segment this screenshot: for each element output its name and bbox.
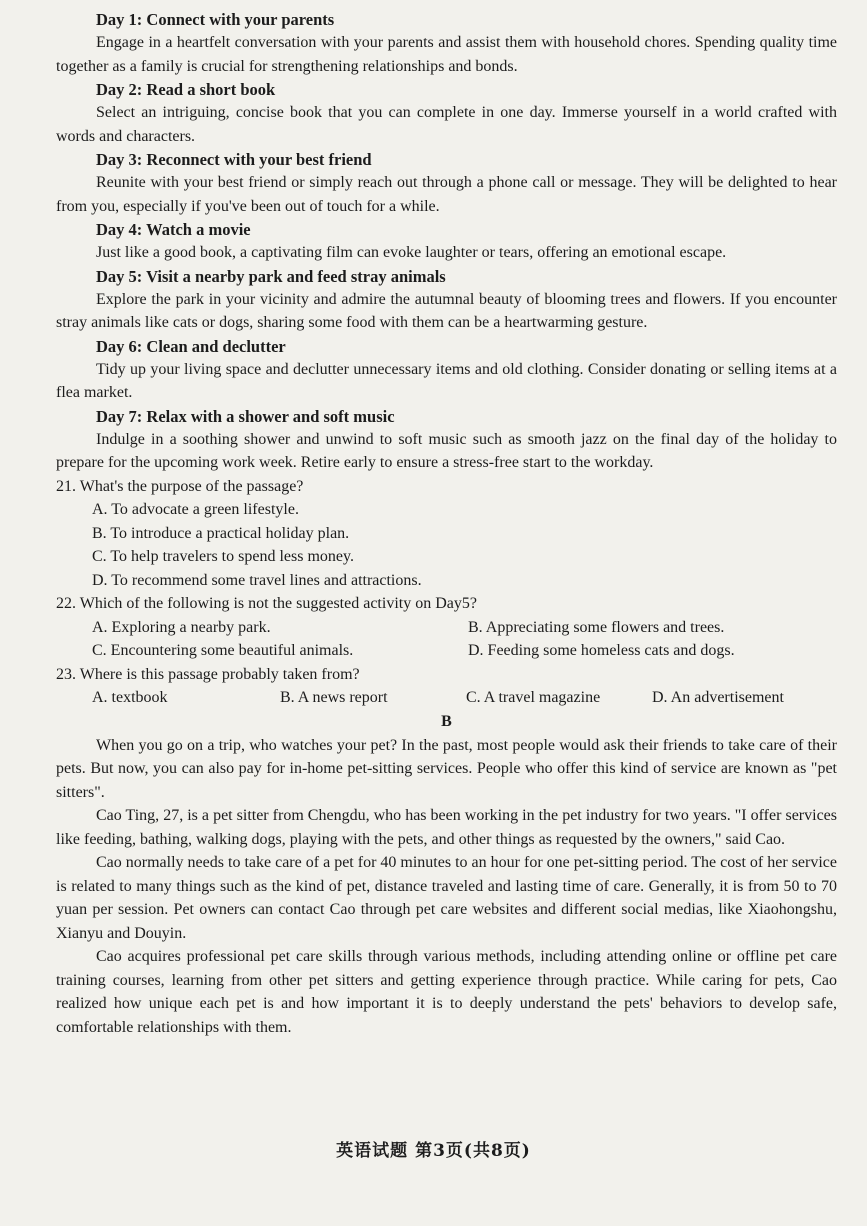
day-4-title: Day 4: Watch a movie — [96, 220, 251, 239]
question-22-option-d[interactable]: D. Feeding some homeless cats and dogs. — [468, 642, 735, 659]
question-22-option-b[interactable]: B. Appreciating some flowers and trees. — [468, 618, 725, 636]
day-3-text: Reunite with your best friend or simply reach out through a phone call or message. They will be delighted to hear from you, especially if you've been out of touch for a while. — [56, 174, 837, 215]
day-7-block — [56, 405, 837, 475]
day-1-block — [56, 8, 837, 78]
section-b-paragraph-2: Cao Ting, 27, is a pet sitter from Chengdu, who has been working in the pet industry for two years. "I offer services like feeding, bathing, walking dogs, playing with the pets, and other things as requested by the owners," said Cao. — [56, 807, 837, 848]
question-21-option-d[interactable]: D. To recommend some travel lines and attractions. — [92, 571, 422, 589]
question-21-stem: 21. What's the purpose of the passage? — [56, 477, 304, 495]
day-3-title: Day 3: Reconnect with your best friend — [96, 150, 372, 169]
question-22-stem: 22. Which of the following is not the suggested activity on Day5? — [56, 595, 477, 612]
day-6-block — [56, 335, 837, 405]
day-7-title: Day 7: Relax with a shower and soft music — [96, 406, 395, 426]
day-2-block — [56, 78, 837, 148]
day-6-title: Day 6: Clean and declutter — [96, 336, 286, 356]
question-21-option-c[interactable]: C. To help travelers to spend less money. — [92, 548, 354, 565]
question-23-option-a[interactable]: A. textbook — [92, 689, 168, 706]
day-5-title: Day 5: Visit a nearby park and feed stray animals — [96, 266, 446, 286]
section-b-paragraph-4: Cao acquires professional pet care skills through various methods, including attending online or offline pet care training courses, learning from other pet sitters and getting experience through practice. While caring for pets, Cao realized how unique each pet is and how important it is to deeply understand the pets' behaviors to develop safe, comfortable relationships with them. — [56, 948, 837, 1036]
question-21-option-b[interactable]: B. To introduce a practical holiday plan. — [92, 524, 350, 542]
question-23-option-b[interactable]: B. A news report — [280, 689, 388, 706]
day-3-block — [56, 148, 837, 218]
day-5-text: Explore the park in your vicinity and admire the autumnal beauty of blooming trees and flowers. If you encounter stray animals like cats or dogs, sharing some food with them can be a heartwarming gesture. — [56, 290, 837, 331]
section-b-passage — [56, 734, 837, 1040]
question-23-option-c[interactable]: C. A travel magazine — [466, 689, 601, 706]
question-21-option-a[interactable]: A. To advocate a green lifestyle. — [92, 501, 299, 518]
section-b-heading: B — [441, 712, 452, 730]
question-23-option-d[interactable]: D. An advertisement — [652, 689, 784, 706]
question-22-option-c[interactable]: C. Encountering some beautiful animals. — [92, 642, 354, 659]
day-4-text: Just like a good book, a captivating film can evoke laughter or tears, offering an emotional escape. — [96, 244, 727, 261]
question-22 — [56, 592, 837, 663]
day-2-text: Select an intriguing, concise book that you can complete in one day. Immerse yourself in a world crafted with words and characters. — [56, 104, 837, 145]
section-b-paragraph-3: Cao normally needs to take care of a pet for 40 minutes to an hour for one pet-sitting period. The cost of her service is related to many things such as the kind of pet, distance traveled and lasting time of care. Generally, it is from 50 to 70 yuan per session. Pet owners can contact Cao through pet care websites and different social medias, like Xiaohongshu, Xianyu and Douyin. — [56, 854, 837, 942]
day-4-block — [56, 218, 837, 265]
question-23 — [56, 663, 837, 710]
question-21 — [56, 475, 837, 593]
day-5-block — [56, 265, 837, 335]
day-1-text: Engage in a heartfelt conversation with your parents and assist them with household chores. Spending quality time together as a family is crucial for strengthening relationships and bonds. — [56, 34, 837, 75]
day-6-text: Tidy up your living space and declutter unnecessary items and old clothing. Consider donating or selling items at a flea market. — [56, 360, 837, 401]
section-b-paragraph-1: When you go on a trip, who watches your pet? In the past, most people would ask their friends to take care of their pets. But now, you can also pay for in-home pet-sitting services. People who offer this kind of service are known as "pet sitters". — [56, 736, 837, 801]
page-footer: 英语试题 第3页(共8页) — [336, 1141, 531, 1161]
day-2-title: Day 2: Read a short book — [96, 80, 276, 99]
day-7-text: Indulge in a soothing shower and unwind to soft music such as smooth jazz on the final day of the holiday to prepare for the upcoming work week. Retire early to ensure a stress-free start to the workday. — [56, 430, 837, 471]
question-23-stem: 23. Where is this passage probably taken from? — [56, 665, 360, 683]
question-22-option-a[interactable]: A. Exploring a nearby park. — [92, 618, 271, 636]
day-1-title: Day 1: Connect with your parents — [96, 10, 335, 29]
